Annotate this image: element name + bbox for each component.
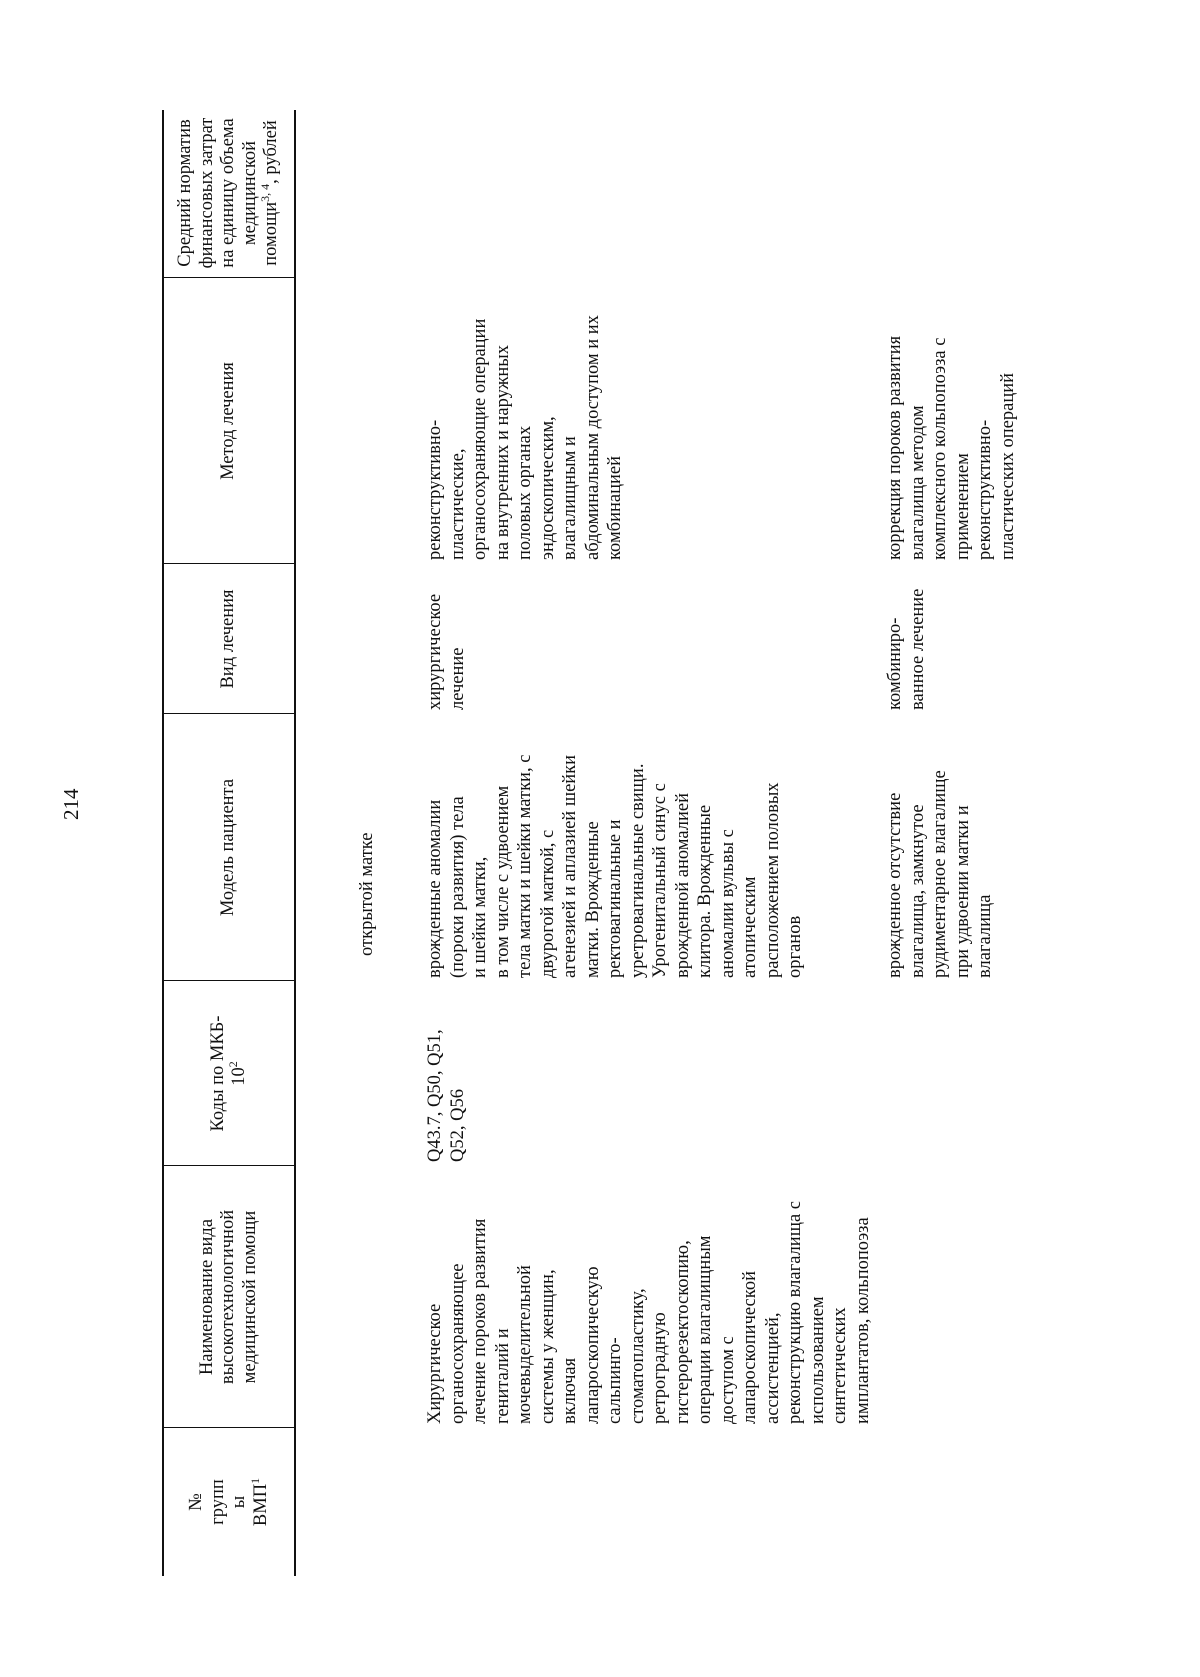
page-number: 214 (59, 788, 83, 820)
continuation-text: открытой матке (357, 832, 377, 956)
table-header-rule (294, 110, 296, 1576)
header-treatment-type: Вид лечения (218, 589, 239, 689)
treatment-method-cell: коррекция пороков развития влагалища методом комплексного кольпопоэза с применением реконструктивно- пластических операций (885, 335, 1018, 560)
table-top-rule (162, 110, 164, 1576)
header-vmp-name: Наименование вида высокотехнологичной медицинской помощи (196, 1209, 260, 1385)
table-sheet (162, 76, 1200, 1576)
patient-model-cell: врожденные аномалии (пороки развития) тела и шейки матки, в том числе с удвоением тела матки и шейки матки, с двурогой маткой, с агенезией и аплазией шейки матки. Врожденные ректовагинальные и уретровагинальные свищи. Урогенитальный синус с врожденной аномалией клитора. Врожденные аномалии вульвы с атопическим расположением половых органов (425, 754, 805, 978)
treatment-method-cell: реконструктивно- пластические, органосохраняющие операции на внутренних и наружных половых органах эндоскопическим, влагалищным и абдоминальным доступом и их комбинацией (425, 315, 625, 560)
header-group-number: № групп ы ВМП$^1$ (186, 1477, 271, 1527)
patient-model-cell: врожденное отсутствие влагалища, замкнутое рудиментарное влагалище при удвоении матки и влагалища (885, 770, 995, 978)
header-cost-standard: Средний норматив финансовых затрат на единицу объема медицинской помощи$^{3, 4}$, рублей (175, 117, 282, 269)
vmp-name-cell: Хирургическое органосохраняющее лечение пороков развития гениталий и мочевыделительной системы у женщин, включая лапароскопическую сальпинго- стоматопластику, ретроградную гистерорезектоскопию, операции влагалищным доступом с лапароскопической ассистенцией, реконструкцию влагалища с использованием синтетических имплантатов, кольпопоэза (425, 1201, 873, 1424)
treatment-type-cell: хирургическое лечение (425, 593, 468, 710)
treatment-type-cell: комбиниро- ванное лечение (885, 588, 928, 710)
header-icd-codes: Коды по МКБ- $10^2$ (207, 1015, 249, 1132)
icd-codes-cell: Q43.7, Q50, Q51, Q52, Q56 (425, 1029, 468, 1162)
header-patient-model: Модель пациента (218, 778, 239, 917)
header-treatment-method: Метод лечения (218, 362, 239, 480)
